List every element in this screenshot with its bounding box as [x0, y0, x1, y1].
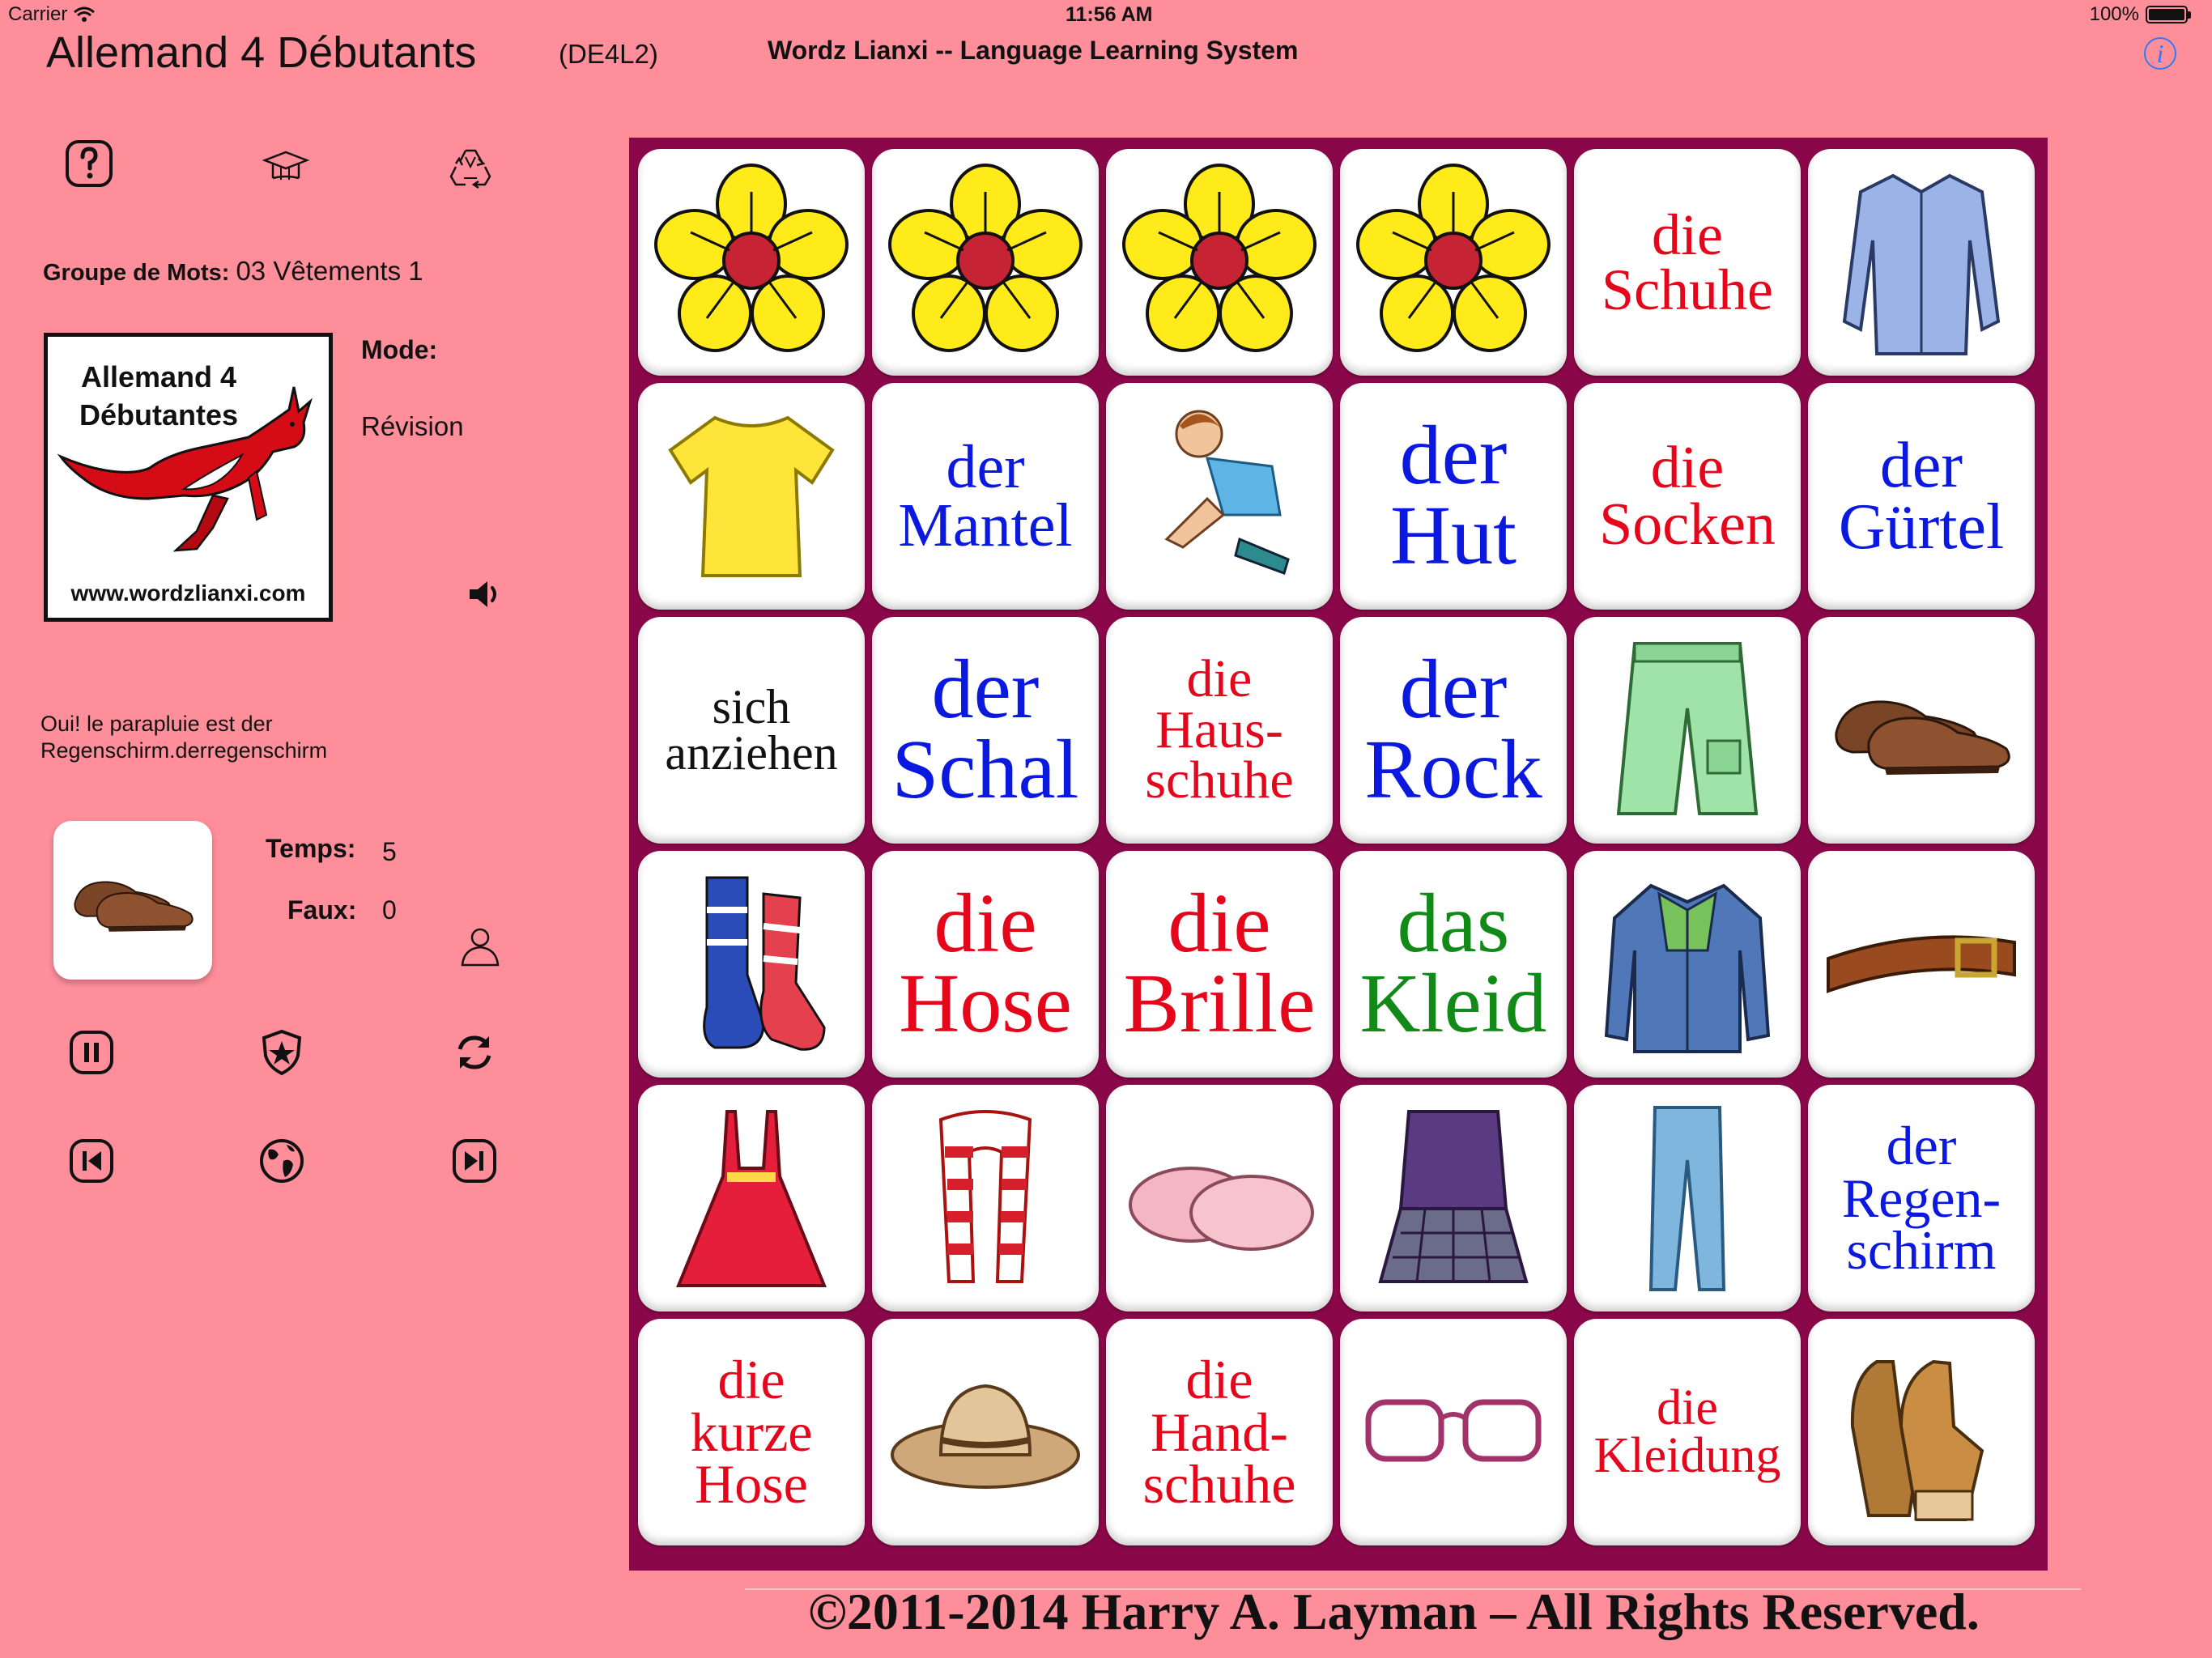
tile-word-line: die — [1650, 434, 1725, 501]
tile-word[interactable] — [1574, 1319, 1801, 1545]
copyright: ©2011-2014 Harry A. Layman – All Rights Reserved. — [808, 1583, 1980, 1640]
status-time: 11:56 AM — [1066, 3, 1153, 26]
tile-word-line: die — [934, 877, 1037, 971]
status-battery — [2090, 3, 2188, 26]
tile-word-text — [665, 680, 838, 780]
scarf-image — [884, 1095, 1087, 1302]
tile-image-flower[interactable] — [1106, 149, 1333, 376]
refresh-icon — [450, 1028, 499, 1077]
skip-back-icon — [67, 1137, 116, 1185]
tile-word-text — [1838, 430, 2005, 563]
user-button[interactable] — [456, 921, 504, 970]
game-board — [629, 138, 2048, 1571]
tile-image-boy-socks[interactable] — [1106, 383, 1333, 610]
shorts-image — [1586, 627, 1789, 834]
speaker-icon — [462, 570, 510, 619]
logo-title-line1: Allemand 4 — [80, 360, 237, 393]
tile-word-line: Mantel — [898, 491, 1073, 559]
tile-word-line: Hose — [899, 957, 1072, 1050]
previous-button[interactable] — [67, 1137, 116, 1185]
tile-word-line: Haus- — [1155, 699, 1283, 759]
skirt-image — [1352, 1095, 1555, 1302]
dress-image — [650, 1095, 853, 1302]
tile-word-line: die — [1168, 877, 1271, 971]
pants-image — [1586, 1095, 1789, 1302]
shoes-image — [1820, 627, 2023, 834]
course-logo — [44, 333, 333, 622]
tile-image-shoes[interactable] — [1808, 617, 2035, 844]
tile-word-text — [1142, 1349, 1296, 1516]
jacket-image — [1586, 861, 1789, 1068]
tshirt-image — [650, 393, 853, 600]
status-carrier — [8, 3, 95, 26]
slippers-image — [1118, 1095, 1321, 1302]
tile-word-line: der — [1399, 643, 1508, 737]
tile-word-line: kurze — [690, 1401, 813, 1463]
tile-image-shirt[interactable] — [1808, 149, 2035, 376]
globe-button[interactable] — [257, 1137, 306, 1185]
shield-star-icon — [257, 1028, 306, 1077]
tile-word-line: Hose — [695, 1453, 808, 1516]
graduation-cap-icon — [262, 142, 310, 191]
tile-word[interactable] — [1808, 383, 2035, 610]
tile-word[interactable] — [872, 617, 1099, 844]
tile-word-line: schirm — [1846, 1219, 1997, 1282]
tile-image-shorts[interactable] — [1574, 617, 1801, 844]
tile-image-dress[interactable] — [638, 1085, 865, 1312]
errors-label: Faux: — [287, 895, 357, 925]
tile-word-line: Schuhe — [1602, 257, 1773, 322]
carrier-label: Carrier — [8, 3, 68, 25]
shoes-image — [64, 856, 202, 945]
tile-image-hat[interactable] — [872, 1319, 1099, 1545]
shirt-image — [1820, 159, 2023, 366]
boy-socks-image — [1118, 393, 1321, 600]
tile-image-gloves[interactable] — [1808, 1319, 2035, 1545]
mode-value: Révision — [361, 411, 464, 441]
pause-icon — [67, 1028, 116, 1077]
tile-image-scarf[interactable] — [872, 1085, 1099, 1312]
tile-word-line: der — [1399, 409, 1508, 503]
tile-word-line: anziehen — [665, 726, 838, 780]
mode-label: Mode: — [361, 335, 438, 364]
word-group-label: Groupe de Mots: — [43, 260, 230, 286]
battery-icon — [2146, 6, 2188, 23]
speaker-button[interactable] — [462, 570, 510, 619]
graduation-button[interactable] — [262, 142, 310, 191]
glasses-image — [1352, 1329, 1555, 1536]
tile-word-line: schuhe — [1142, 1453, 1296, 1516]
wifi-icon — [74, 6, 95, 23]
word-group — [43, 256, 423, 287]
tile-image-flower[interactable] — [872, 149, 1099, 376]
belt-image — [1820, 861, 2023, 1068]
tile-word-line: das — [1397, 877, 1510, 971]
tile-word-line: Brille — [1123, 957, 1316, 1050]
tile-word-line: Kleidung — [1593, 1428, 1781, 1483]
tile-word[interactable] — [1106, 617, 1333, 844]
gloves-image — [1820, 1329, 2023, 1536]
tile-image-belt[interactable] — [1808, 851, 2035, 1078]
tile-word-text — [1364, 643, 1542, 816]
tile-word-text — [1123, 877, 1316, 1050]
flower-image — [1118, 159, 1321, 366]
tile-image-flower[interactable] — [638, 149, 865, 376]
tile-word-line: schuhe — [1145, 750, 1294, 810]
recycle-button[interactable] — [446, 142, 495, 191]
time-value: 5 — [382, 837, 397, 866]
tile-word-line: Socken — [1599, 491, 1776, 558]
tile-word-line: die — [717, 1349, 785, 1411]
tile-image-socks[interactable] — [638, 851, 865, 1078]
tile-word-line: die — [1185, 1349, 1253, 1411]
tile-word-line: sich — [712, 680, 791, 733]
tile-word-line: die — [1186, 648, 1253, 708]
feedback-message: Oui! le parapluie est der Regenschirm.derregenschirm — [40, 712, 328, 763]
tile-word-line: die — [1657, 1380, 1718, 1436]
tile-word[interactable] — [1106, 1319, 1333, 1545]
next-button[interactable] — [450, 1137, 499, 1185]
tile-word-line: Regen- — [1841, 1167, 2001, 1229]
tile-word-line: Rock — [1364, 723, 1542, 816]
course-code: (DE4L2) — [559, 39, 658, 69]
shield-button[interactable] — [257, 1028, 306, 1077]
tile-word-text — [1359, 877, 1547, 1050]
info-icon: i — [2156, 38, 2164, 68]
tile-word[interactable] — [1574, 383, 1801, 610]
tile-word-text — [898, 432, 1073, 559]
globe-icon — [257, 1137, 306, 1185]
tile-word-line: die — [1652, 202, 1723, 267]
tile-word[interactable] — [638, 617, 865, 844]
current-prompt-card — [53, 821, 212, 980]
tile-image-pants[interactable] — [1574, 1085, 1801, 1312]
tile-word-line: Gürtel — [1838, 491, 2005, 563]
help-button[interactable] — [65, 139, 113, 188]
logo-title-line2: Débutantes — [79, 398, 239, 432]
flower-image — [650, 159, 853, 366]
logo-url: www.wordzlianxi.com — [70, 580, 306, 606]
skip-forward-icon — [450, 1137, 499, 1185]
recycle-icon — [446, 142, 495, 191]
tile-word[interactable] — [1340, 617, 1567, 844]
pause-button[interactable] — [67, 1028, 116, 1077]
tile-word-line: Hut — [1390, 489, 1516, 582]
tile-word[interactable] — [1574, 149, 1801, 376]
hat-image — [884, 1329, 1087, 1536]
tile-word-line: der — [1879, 430, 1963, 501]
tile-image-skirt[interactable] — [1340, 1085, 1567, 1312]
flower-image — [884, 159, 1087, 366]
tile-word-text — [891, 643, 1079, 816]
tile-word-line: Schal — [891, 723, 1079, 816]
refresh-button[interactable] — [450, 1028, 499, 1077]
tile-word-text — [1602, 202, 1773, 322]
battery-percent: 100% — [2089, 3, 2139, 25]
tile-image-flower[interactable] — [1340, 149, 1567, 376]
tile-word-text — [1145, 648, 1294, 810]
tile-word[interactable] — [1340, 851, 1567, 1078]
tile-word-text — [899, 877, 1072, 1050]
help-icon — [65, 139, 113, 188]
tile-word[interactable] — [872, 383, 1099, 610]
tile-word-line: Kleid — [1359, 957, 1547, 1050]
tile-word-text — [1841, 1115, 2001, 1282]
tile-word[interactable] — [1808, 1085, 2035, 1312]
errors-value: 0 — [382, 895, 397, 925]
tile-image-slippers[interactable] — [1106, 1085, 1333, 1312]
app-title: Allemand 4 Débutants — [46, 28, 477, 77]
tile-word-text — [690, 1349, 813, 1516]
user-icon — [456, 921, 504, 970]
tile-word[interactable] — [872, 851, 1099, 1078]
tile-word-line: der — [946, 432, 1025, 501]
tile-word-text — [1599, 434, 1776, 558]
word-group-value: 03 Vêtements 1 — [236, 256, 423, 286]
tile-image-jacket[interactable] — [1574, 851, 1801, 1078]
tile-image-tshirt[interactable] — [638, 383, 865, 610]
flower-image — [1352, 159, 1555, 366]
info-button[interactable] — [2144, 37, 2176, 70]
tile-word[interactable] — [1106, 851, 1333, 1078]
tile-word-line: Hand- — [1151, 1401, 1288, 1463]
tile-word[interactable] — [1340, 383, 1567, 610]
tile-word-text — [1593, 1380, 1781, 1483]
tile-image-glasses[interactable] — [1340, 1319, 1567, 1545]
tile-word[interactable] — [638, 1319, 865, 1545]
time-label: Temps: — [266, 834, 356, 863]
kangaroo-icon — [54, 377, 321, 572]
tile-word-text — [1390, 409, 1516, 582]
tile-word-line: der — [1886, 1115, 1957, 1177]
tile-word-line: der — [931, 643, 1040, 737]
system-title: Wordz Lianxi -- Language Learning System — [768, 36, 1299, 65]
socks-image — [650, 861, 853, 1068]
